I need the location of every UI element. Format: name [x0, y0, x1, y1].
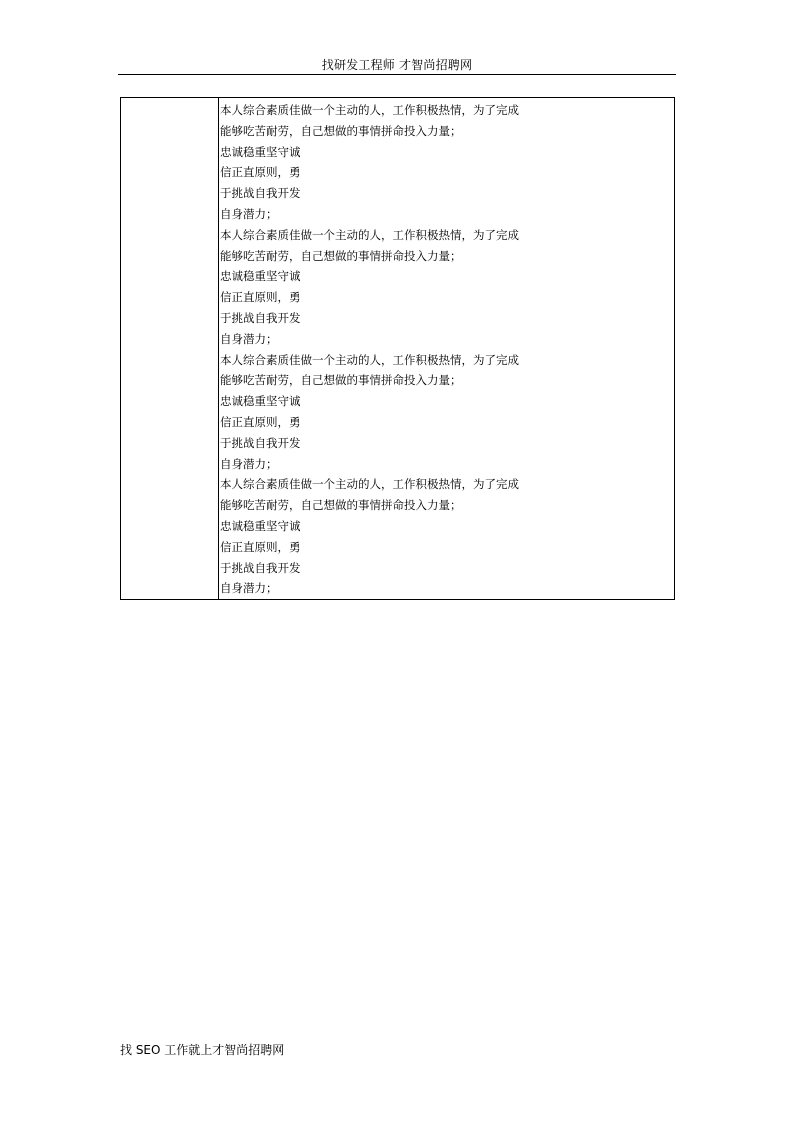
table-text-cell: [219, 98, 674, 599]
text-line: 忠诚稳重坚守诚: [220, 518, 301, 533]
header-divider: [118, 74, 676, 75]
text-line: 能够吃苦耐劳，自己想做的事情拼命投入力量；: [220, 123, 462, 138]
text-line: 信正直原则，勇: [220, 165, 301, 180]
text-line: 于挑战自我开发: [220, 435, 301, 450]
text-line: 自身潜力；: [220, 331, 278, 346]
text-line: 自身潜力；: [220, 206, 278, 221]
text-line: 于挑战自我开发: [220, 560, 301, 575]
text-line: 信正直原则，勇: [220, 539, 301, 554]
content-table: [120, 97, 675, 600]
text-line: 忠诚稳重坚守诚: [220, 394, 301, 409]
text-line: 本人综合素质佳做一个主动的人，工作积极热情，为了完成: [220, 103, 519, 117]
text-line: 自身潜力；: [220, 581, 278, 596]
table-label-cell: [121, 98, 219, 599]
text-line: 能够吃苦耐劳，自己想做的事情拼命投入力量；: [220, 248, 462, 263]
page-footer-text: 找 SEO 工作就上才智尚招聘网: [120, 1043, 285, 1057]
text-line: 自身潜力；: [220, 456, 278, 471]
text-line: 本人综合素质佳做一个主动的人，工作积极热情，为了完成: [220, 352, 519, 367]
text-line: 信正直原则，勇: [220, 414, 301, 429]
text-line: 能够吃苦耐劳，自己想做的事情拼命投入力量；: [220, 373, 462, 388]
text-line: 于挑战自我开发: [220, 186, 301, 201]
text-line: 忠诚稳重坚守诚: [220, 144, 301, 159]
text-line: 忠诚稳重坚守诚: [220, 269, 301, 284]
text-line: 本人综合素质佳做一个主动的人，工作积极热情，为了完成: [220, 477, 519, 492]
text-line: 于挑战自我开发: [220, 310, 301, 325]
text-line: 能够吃苦耐劳，自己想做的事情拼命投入力量；: [220, 498, 462, 513]
text-line: 信正直原则，勇: [220, 290, 301, 305]
page-header-title: 找研发工程师 才智尚招聘网: [321, 58, 473, 72]
text-line: 本人综合素质佳做一个主动的人，工作积极热情，为了完成: [220, 227, 519, 242]
